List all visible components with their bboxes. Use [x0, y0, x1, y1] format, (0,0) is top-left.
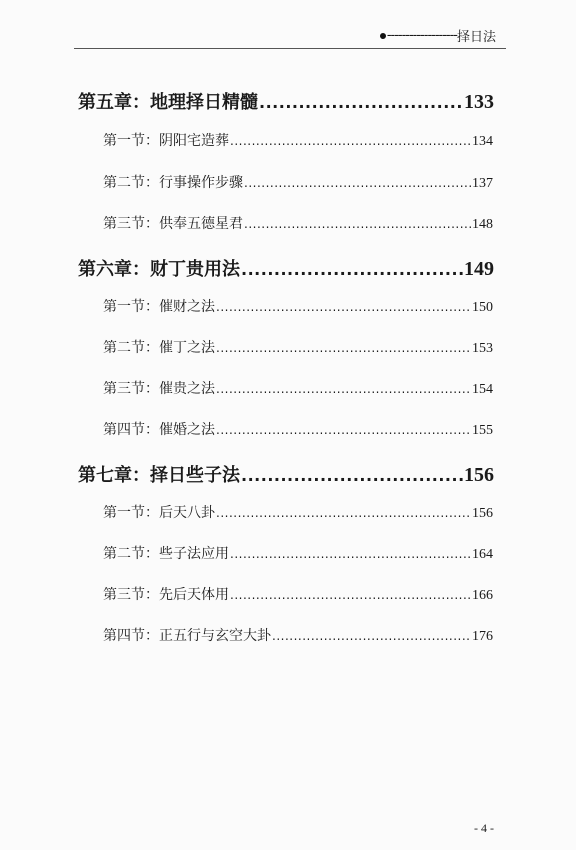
page-number: - 4 - [474, 821, 494, 835]
dot-leader [244, 176, 471, 190]
dot-leader [216, 506, 471, 520]
dot-leader [259, 93, 463, 112]
running-head-title: 择日法 [456, 30, 496, 45]
toc-section-entry[interactable] [103, 296, 493, 316]
toc-entry-title: 第六章：财丁贵用法 [78, 259, 240, 280]
running-head-leader: ------------------- [386, 28, 457, 43]
toc-entry-title: 第二节：些子法应用 [103, 546, 229, 562]
toc-page-number: 166 [472, 588, 493, 603]
toc-section-entry[interactable] [103, 172, 493, 192]
dot-leader [241, 260, 463, 279]
toc-entry-title: 第五章：地理择日精髓 [78, 92, 258, 113]
toc-page-number: 155 [472, 423, 493, 438]
toc-entry-title: 第三节：先后天体用 [103, 587, 229, 603]
toc-entry-title: 第四节：正五行与玄空大卦 [103, 628, 271, 644]
toc-section-entry[interactable] [103, 584, 493, 604]
toc-page-number: 156 [472, 506, 493, 521]
toc-page-number: 164 [472, 547, 493, 562]
running-head [380, 26, 496, 45]
dot-leader [216, 382, 471, 396]
toc-section-entry[interactable] [103, 130, 493, 150]
toc-section-entry[interactable] [103, 502, 493, 522]
dot-leader [216, 423, 471, 437]
bullet-icon [380, 33, 386, 39]
dot-leader [272, 629, 471, 643]
toc-chapter-entry[interactable] [78, 255, 494, 281]
toc-page-number: 133 [464, 91, 494, 113]
dot-leader [241, 466, 463, 485]
toc-page-number: 148 [472, 217, 493, 232]
toc-page-number: 150 [472, 300, 493, 315]
toc-entry-title: 第一节：后天八卦 [103, 505, 215, 521]
toc-section-entry[interactable] [103, 419, 493, 439]
toc-chapter-entry[interactable] [78, 88, 494, 114]
toc-entry-title: 第一节：催财之法 [103, 299, 215, 315]
toc-page-number: 154 [472, 382, 493, 397]
toc-entry-title: 第四节：催婚之法 [103, 422, 215, 438]
toc-page-number: 176 [472, 629, 493, 644]
toc-section-entry[interactable] [103, 625, 493, 645]
dot-leader [230, 134, 471, 148]
toc-page-number: 149 [464, 258, 494, 280]
toc-chapter-entry[interactable] [78, 461, 494, 487]
toc-entry-title: 第二节：行事操作步骤 [103, 175, 243, 191]
header-rule [74, 48, 506, 49]
toc-section-entry[interactable] [103, 543, 493, 563]
dot-leader [216, 341, 471, 355]
dot-leader [216, 300, 471, 314]
toc-entry-title: 第三节：供奉五德星君 [103, 216, 243, 232]
dot-leader [244, 217, 471, 231]
toc-entry-title: 第七章：择日些子法 [78, 465, 240, 486]
toc-section-entry[interactable] [103, 337, 493, 357]
toc-page-number: 137 [472, 176, 493, 191]
dot-leader [230, 547, 471, 561]
toc-entry-title: 第二节：催丁之法 [103, 340, 215, 356]
toc-section-entry[interactable] [103, 213, 493, 233]
dot-leader [230, 588, 471, 602]
toc-page-number: 153 [472, 341, 493, 356]
toc-section-entry[interactable] [103, 378, 493, 398]
toc-page-number: 134 [472, 134, 493, 149]
toc-page-number: 156 [464, 464, 494, 486]
toc-entry-title: 第一节：阴阳宅造葬 [103, 133, 229, 149]
toc-entry-title: 第三节：催贵之法 [103, 381, 215, 397]
